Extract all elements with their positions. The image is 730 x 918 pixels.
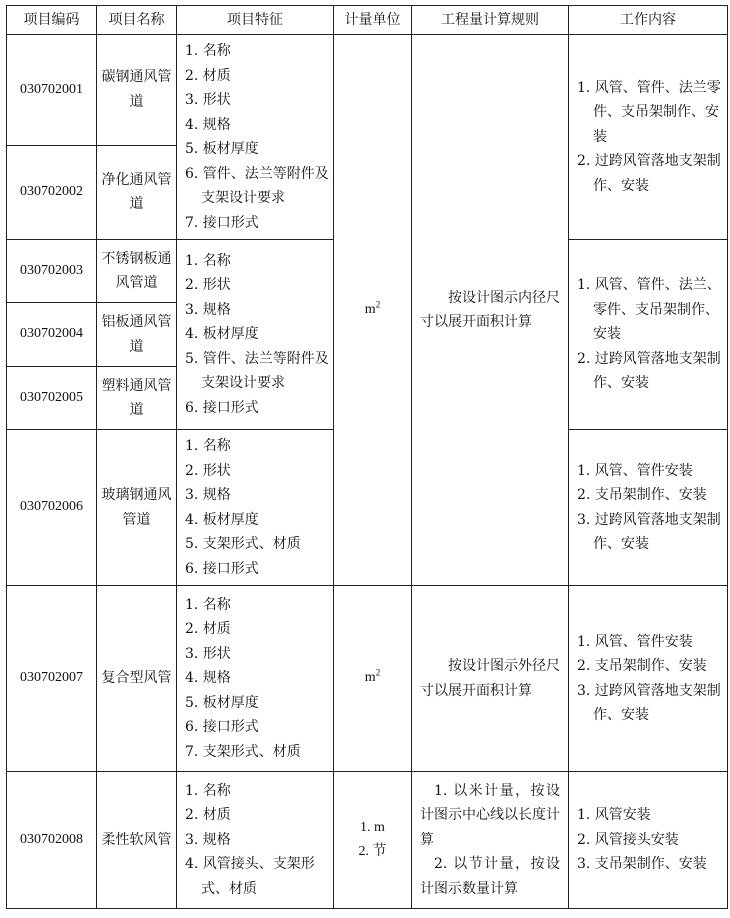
feature-item: 3. 规格 — [185, 831, 231, 848]
work-item: 3. 过跨风管落地支架制作、安装 — [577, 511, 721, 552]
feature-item: 4. 规格 — [185, 670, 231, 687]
header-work: 工作内容 — [569, 6, 728, 35]
work-item: 2. 过跨风管落地支架制作、安装 — [577, 153, 721, 194]
feature-item: 7. 支架形式、材质 — [185, 743, 301, 760]
feature-list — [177, 240, 334, 430]
bill-of-quantities-table — [6, 5, 728, 909]
rule-cell — [412, 586, 569, 772]
item-code: 030702001 — [7, 35, 97, 146]
work-list — [569, 772, 728, 909]
work-item: 1. 风管、管件安装 — [577, 462, 693, 479]
feature-item: 7. 接口形式 — [185, 214, 259, 231]
item-code: 030702008 — [7, 772, 97, 909]
work-item: 1. 风管、管件、法兰、零件、支吊架制作、安装 — [577, 277, 721, 343]
header-rule: 工程量计算规则 — [412, 6, 569, 35]
header-features: 项目特征 — [177, 6, 334, 35]
work-item: 1. 风管、管件安装 — [577, 633, 693, 650]
unit-text: m — [364, 301, 376, 317]
feature-item: 1. 名称 — [185, 438, 231, 454]
unit-superscript: 2 — [375, 667, 381, 678]
feature-item: 4. 规格 — [185, 116, 231, 133]
unit-cell — [334, 772, 412, 909]
unit-cell — [334, 586, 412, 772]
item-code: 030702002 — [7, 145, 97, 239]
item-code: 030702005 — [7, 367, 97, 430]
table-row — [7, 772, 728, 909]
item-code: 030702007 — [7, 586, 97, 772]
feature-item: 3. 形状 — [185, 92, 231, 108]
feature-list — [177, 772, 334, 909]
feature-item: 2. 形状 — [185, 462, 231, 479]
rule-text: 1. 以米计量，按设计图示中心线以长度计算 — [420, 782, 560, 848]
work-item: 1. 风管安装 — [577, 807, 651, 824]
item-code: 030702006 — [7, 430, 97, 586]
feature-item: 1. 名称 — [185, 596, 231, 613]
feature-item: 4. 板材厚度 — [185, 511, 259, 528]
work-item: 1. 风管、管件、法兰零件、支吊架制作、安装 — [577, 79, 721, 145]
work-item: 3. 支吊架制作、安装 — [577, 856, 707, 873]
feature-item: 4. 风管接头、支架形式、材质 — [185, 856, 315, 897]
unit-option: 2. 节 — [358, 844, 387, 859]
item-name: 不锈钢板通风管道 — [97, 240, 177, 303]
item-name: 碳钢通风管道 — [97, 35, 177, 146]
feature-list — [177, 586, 334, 772]
feature-item: 2. 材质 — [185, 621, 231, 638]
feature-item: 6. 接口形式 — [185, 719, 259, 736]
unit-superscript: 2 — [375, 299, 381, 310]
feature-item: 6. 管件、法兰等附件及支架设计要求 — [185, 165, 329, 206]
header-row — [7, 6, 728, 35]
work-list — [569, 586, 728, 772]
rule-text: 按设计图示外径尺寸以展开面积计算 — [420, 658, 560, 699]
item-code: 030702004 — [7, 303, 97, 367]
feature-item: 3. 规格 — [185, 301, 231, 318]
feature-item: 1. 名称 — [185, 252, 231, 269]
feature-list — [177, 35, 334, 240]
work-list — [569, 240, 728, 430]
feature-item: 5. 板材厚度 — [185, 141, 259, 157]
feature-item: 3. 规格 — [185, 487, 231, 503]
item-name: 柔性软风管 — [97, 772, 177, 909]
item-name: 塑料通风管道 — [97, 367, 177, 430]
header-code: 项目编码 — [7, 6, 97, 35]
work-item: 2. 风管接头安装 — [577, 831, 679, 848]
item-name: 玻璃钢通风管道 — [97, 430, 177, 586]
feature-item: 3. 形状 — [185, 645, 231, 662]
feature-item: 1. 名称 — [185, 782, 231, 799]
item-name: 复合型风管 — [97, 586, 177, 772]
header-unit: 计量单位 — [334, 6, 412, 35]
feature-item: 5. 管件、法兰等附件及支架设计要求 — [185, 350, 329, 392]
feature-list — [177, 430, 334, 586]
feature-item: 1. 名称 — [185, 43, 231, 59]
work-item: 2. 过跨风管落地支架制作、安装 — [577, 350, 721, 392]
feature-item: 2. 材质 — [185, 807, 231, 824]
work-item: 2. 支吊架制作、安装 — [577, 487, 707, 503]
work-item: 3. 过跨风管落地支架制作、安装 — [577, 682, 721, 723]
feature-item: 6. 接口形式 — [185, 399, 259, 416]
rule-text: 2. 以节计量，按设计图示数量计算 — [420, 856, 560, 897]
unit-option: 1. m — [360, 819, 385, 835]
rule-cell — [412, 772, 569, 909]
feature-item: 2. 材质 — [185, 67, 231, 84]
item-name: 净化通风管道 — [97, 145, 177, 239]
feature-item: 5. 板材厚度 — [185, 694, 259, 711]
unit-text: m — [364, 670, 376, 686]
feature-item: 6. 接口形式 — [185, 560, 259, 577]
unit-cell — [334, 35, 412, 586]
feature-item: 2. 形状 — [185, 277, 231, 294]
rule-text: 按设计图示内径尺寸以展开面积计算 — [420, 289, 560, 330]
work-item: 2. 支吊架制作、安装 — [577, 658, 707, 674]
item-name: 铝板通风管道 — [97, 303, 177, 367]
table-row — [7, 35, 728, 146]
feature-item: 5. 支架形式、材质 — [185, 536, 301, 552]
item-code: 030702003 — [7, 240, 97, 303]
header-name: 项目名称 — [97, 6, 177, 35]
feature-item: 4. 板材厚度 — [185, 326, 259, 343]
table-row — [7, 586, 728, 772]
rule-cell — [412, 35, 569, 586]
work-list — [569, 430, 728, 586]
work-list — [569, 35, 728, 240]
